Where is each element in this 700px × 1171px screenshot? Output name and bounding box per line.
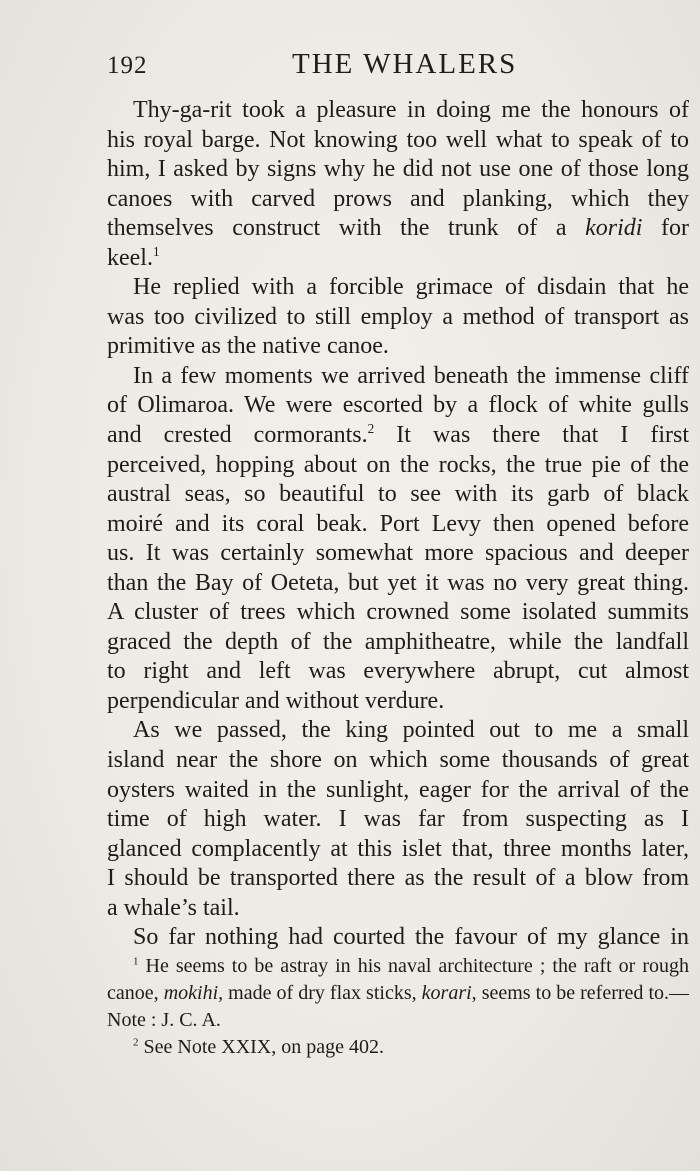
text-line: his royal barge. Not knowing too well what to speak of to bbox=[107, 126, 689, 153]
text-line: moiré and its coral beak. Port Levy then opened before bbox=[107, 510, 689, 537]
text-line bbox=[107, 214, 689, 244]
text-segment: for bbox=[661, 215, 690, 242]
text-line: Thy-ga-rit took a pleasure in doing me the honours of bbox=[133, 97, 689, 123]
footnote-marker: 1 bbox=[133, 955, 139, 968]
text-line: was too civilized to still employ a method of transport as bbox=[107, 303, 689, 330]
text-segment: canoe, bbox=[107, 982, 159, 1004]
text-segment: , made of dry flax sticks, bbox=[218, 982, 417, 1004]
footnote-line bbox=[107, 980, 689, 1007]
text-line: oysters waited in the sunlight, eager for the arrival of the bbox=[107, 776, 689, 803]
running-head bbox=[107, 48, 689, 88]
text-line: time of high water. I was far from suspecting as I bbox=[107, 806, 689, 833]
text-segment: and crested cormorants. bbox=[107, 422, 368, 449]
text-line: than the Bay of Oeteta, but yet it was no very great thing. bbox=[107, 569, 689, 596]
text-line: a whale’s tail. bbox=[107, 894, 240, 921]
italic-word-mokihi: mokihi bbox=[163, 982, 219, 1004]
footnote-line bbox=[107, 953, 689, 980]
footnotes bbox=[107, 953, 689, 1061]
text-line: As we passed, the king pointed out to me a small bbox=[133, 717, 689, 744]
text-line: He replied with a forcible grimace of disdain that he bbox=[133, 274, 689, 301]
text-line: I should be transported there as the result of a blow from bbox=[107, 865, 689, 892]
text-line: In a few moments we arrived beneath the immense cliff bbox=[133, 362, 689, 389]
text-segment: , seems to be referred to.— bbox=[471, 982, 690, 1004]
text-line: island near the shore on which some thousands of great bbox=[107, 747, 689, 774]
text-line: of Olimaroa. We were escorted by a flock of white gulls bbox=[107, 392, 689, 419]
text-line: us. It was certainly somewhat more spacious and deeper bbox=[107, 540, 689, 567]
running-title: THE WHALERS bbox=[292, 48, 518, 80]
text-line: A cluster of trees which crowned some isolated summits bbox=[107, 599, 689, 626]
italic-word-koridi: koridi bbox=[585, 215, 643, 242]
italic-word-korari: korari bbox=[421, 982, 472, 1004]
text-segment: He seems to be astray in his naval architecture ; the raft or rough bbox=[145, 955, 690, 977]
text-line: perpendicular and without verdure. bbox=[107, 687, 445, 714]
body-text bbox=[107, 96, 689, 953]
text-line bbox=[107, 421, 689, 451]
text-line: him, I asked by signs why he did not use one of those long bbox=[107, 156, 689, 183]
text-line: to right and left was everywhere abrupt, cut almost bbox=[107, 658, 689, 685]
text-line: canoes with carved prows and planking, which they bbox=[107, 185, 689, 212]
footnote-reference: 1 bbox=[152, 243, 160, 259]
footnote-reference: 2 bbox=[367, 421, 375, 437]
page-number: 192 bbox=[107, 52, 148, 79]
footnote-marker: 2 bbox=[133, 1036, 139, 1049]
footnote-line bbox=[107, 1034, 689, 1061]
footnote-line: Note : J. C. A. bbox=[107, 1009, 221, 1031]
text-segment: It was there that I first bbox=[396, 422, 690, 449]
text-line: perceived, hopping about on the rocks, the true pie of the bbox=[107, 451, 689, 478]
text-line: primitive as the native canoe. bbox=[107, 333, 389, 360]
text-line bbox=[107, 244, 689, 274]
text-line: glanced complacently at this islet that, three months later, bbox=[107, 835, 689, 862]
text-segment: themselves construct with the trunk of a bbox=[107, 215, 567, 242]
text-line: graced the depth of the amphitheatre, while the landfall bbox=[107, 628, 689, 655]
text-line: So far nothing had courted the favour of my glance in bbox=[133, 924, 689, 951]
text-segment: See Note XXIX, on page 402. bbox=[143, 1036, 384, 1058]
text-line: austral seas, so beautiful to see with its garb of black bbox=[107, 481, 689, 508]
text-segment: keel. bbox=[107, 244, 153, 271]
